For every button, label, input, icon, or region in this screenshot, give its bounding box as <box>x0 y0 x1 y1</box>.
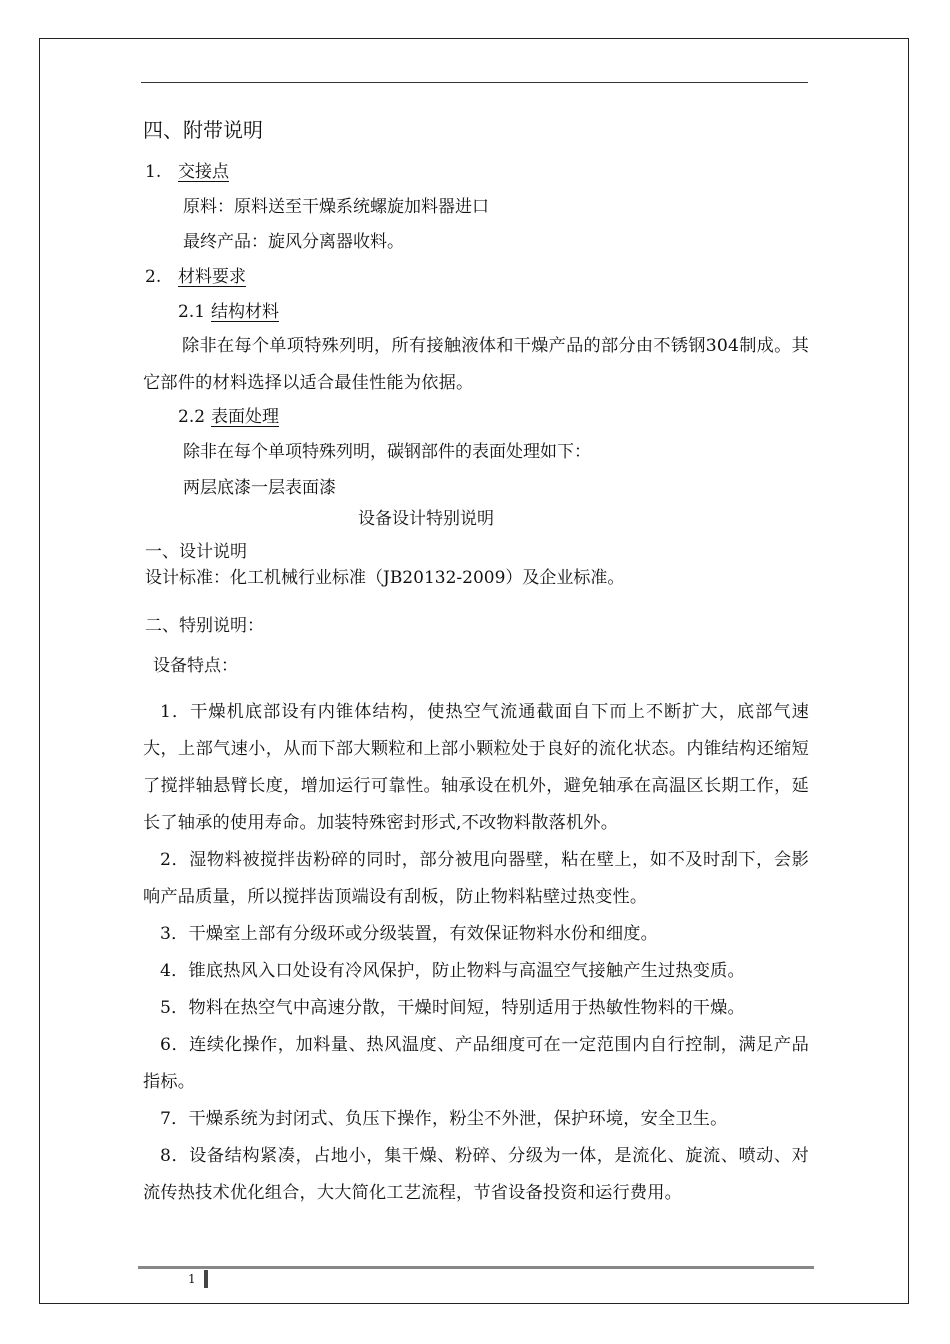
footer-marker <box>204 1270 208 1288</box>
notes-heading: 二、特别说明： <box>145 616 264 636</box>
sub22-paragraph-2: 两层底漆一层表面漆 <box>183 478 336 498</box>
sub22-title: 表面处理 <box>211 407 279 427</box>
sub21-number: 2.1 <box>178 302 206 322</box>
item1-title: 交接点 <box>178 162 229 182</box>
features-heading: 设备特点： <box>153 656 238 676</box>
feature-item-5: 5．物料在热空气中高速分散，干燥时间短，特别适用于热敏性物料的干燥。 <box>160 998 745 1018</box>
item1-number: 1. <box>145 162 162 182</box>
final-product-line: 最终产品：旋风分离器收料。 <box>183 232 404 252</box>
sub22-number: 2.2 <box>178 407 206 427</box>
feature-item-1: 1．干燥机底部设有内锥体结构，使热空气流通截面自下而上不断扩大，底部气速大，上部气速小，从而下部大颗粒和上部小颗粒处于良好的流化状态。内锥结构还缩短了搅拌轴悬臂长度，增加运行可靠性。轴承设在机外，避免轴承在高温区长期工作，延长了轴承的使用寿命。加装特殊密封形式,不改物料散落机外。 <box>143 702 809 833</box>
raw-material-line: 原料：原料送至干燥系统螺旋加料器进口 <box>183 197 489 217</box>
header-rule <box>141 82 808 83</box>
sub21-title: 结构材料 <box>211 302 279 322</box>
footer-rule <box>138 1266 814 1269</box>
special-title: 设备设计特别说明 <box>358 509 494 529</box>
design-heading: 一、设计说明 <box>145 542 247 562</box>
feature-item-8: 8．设备结构紧凑，占地小，集干燥、粉碎、分级为一体，是流化、旋流、喷动、对流传热技术优化组合，大大简化工艺流程，节省设备投资和运行费用。 <box>143 1146 809 1203</box>
item2-title: 材料要求 <box>178 267 246 287</box>
feature-item-6: 6．连续化操作，加料量、热风温度、产品细度可在一定范围内自行控制，满足产品指标。 <box>143 1035 809 1092</box>
feature-item-2: 2．湿物料被搅拌齿粉碎的同时，部分被甩向器壁，粘在壁上，如不及时刮下，会影响产品质量，所以搅拌齿顶端设有刮板，防止物料粘壁过热变性。 <box>143 850 809 907</box>
section-heading: 四、附带说明 <box>143 118 263 142</box>
feature-item-3: 3．干燥室上部有分级环或分级装置，有效保证物料水份和细度。 <box>160 924 658 944</box>
sub21-paragraph: 除非在每个单项特殊列明，所有接触液体和干燥产品的部分由不锈钢304制成。其它部件的材料选择以适合最佳性能为依据。 <box>143 336 809 393</box>
design-standard: 设计标准：化工机械行业标准（JB20132-2009）及企业标准。 <box>145 568 625 588</box>
item2-number: 2. <box>145 267 162 287</box>
page-number: 1 <box>188 1272 196 1286</box>
feature-item-7: 7．干燥系统为封闭式、负压下操作，粉尘不外泄，保护环境，安全卫生。 <box>160 1109 728 1129</box>
feature-item-4: 4．锥底热风入口处设有冷风保护，防止物料与高温空气接触产生过热变质。 <box>160 961 745 981</box>
sub22-paragraph: 除非在每个单项特殊列明，碳钢部件的表面处理如下： <box>183 442 591 462</box>
